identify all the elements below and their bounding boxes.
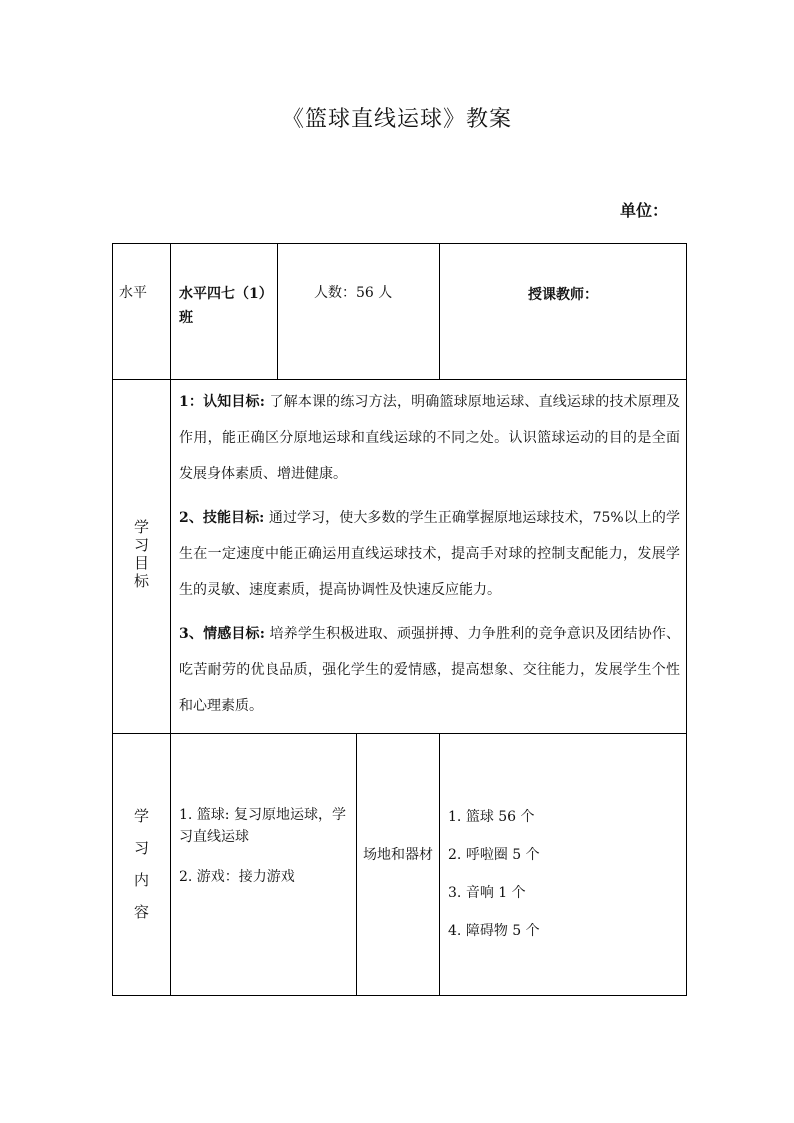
page-title: 《篮球直线运球》教案 — [281, 107, 512, 132]
emotional-goal-heading: 3、情感目标: — [179, 626, 265, 642]
goals-label-char: 学 — [133, 518, 149, 536]
lesson-plan-table — [112, 243, 687, 996]
skill-goal-text: 通过学习，使大多数的学生正确掌握原地运球技术，75%以上的学生在一定速度中能正确运用直线运球技术，提高手对球的控制支配能力，发展学生的灵敏、速度素质，提高协调性及快速反应能力。 — [179, 510, 681, 598]
table-row-goals — [113, 380, 687, 734]
list-item: 4. 障碍物 5 个 — [448, 923, 540, 939]
list-item: 2. 呼啦圈 5 个 — [448, 847, 540, 863]
skill-goal-heading: 2、技能目标: — [179, 510, 265, 526]
content-label-char: 内 — [133, 871, 149, 889]
emotional-goal-text: 培养学生积极进取、顽强拼搏、力争胜利的竞争意识及团结协作、吃苦耐劳的优良品质，强化学生的爱情感，提高想象、交往能力，发展学生个性和心理素质。 — [179, 626, 681, 714]
list-item: 2. 游戏：接力游戏 — [179, 869, 295, 885]
venue-label: 场地和器材 — [363, 847, 433, 863]
cognitive-goal — [171, 384, 686, 492]
level-cell — [113, 244, 171, 380]
goals-label-cell — [113, 380, 171, 734]
list-item: 3. 音响 1 个 — [448, 885, 526, 901]
cognitive-goal-heading: 1：认知目标: — [179, 394, 265, 410]
teacher-label: 授课教师： — [528, 287, 599, 303]
content-label-cell — [113, 734, 171, 996]
equipment-cell — [440, 734, 687, 996]
level-label: 水平 — [119, 285, 147, 301]
goals-label-char: 习 — [133, 536, 149, 554]
goals-label-char: 目 — [133, 554, 149, 572]
learning-content-cell — [171, 734, 357, 996]
list-item: 1. 篮球: 复习原地运球，学习直线运球 — [179, 807, 346, 845]
goals-vertical-label — [113, 518, 170, 590]
class-name: 水平四七（1）班 — [179, 286, 266, 326]
learning-content-list — [171, 734, 356, 888]
content-label-char: 容 — [133, 903, 149, 921]
unit-label: 单位： — [620, 201, 669, 220]
emotional-goal — [171, 616, 686, 724]
content-label-char: 习 — [133, 839, 149, 857]
student-count-cell — [278, 244, 440, 380]
student-count: 人数：56 人 — [314, 285, 393, 301]
cognitive-goal-text: 了解本课的练习方法，明确篮球原地运球、直线运球的技术原理及作用，能正确区分原地运球和直线运球的不同之处。认识篮球运动的目的是全面发展身体素质、增进健康。 — [179, 394, 681, 482]
equipment-list — [440, 734, 686, 942]
table-row-header — [113, 244, 687, 380]
teacher-cell — [440, 244, 687, 380]
table-row-content — [113, 734, 687, 996]
skill-goal — [171, 500, 686, 608]
content-vertical-label — [113, 800, 170, 928]
goals-content-cell — [171, 380, 687, 734]
content-label-char: 学 — [133, 807, 149, 825]
list-item: 1. 篮球 56 个 — [448, 809, 535, 825]
venue-label-cell — [357, 734, 440, 996]
class-cell — [171, 244, 278, 380]
goals-label-char: 标 — [133, 572, 149, 590]
